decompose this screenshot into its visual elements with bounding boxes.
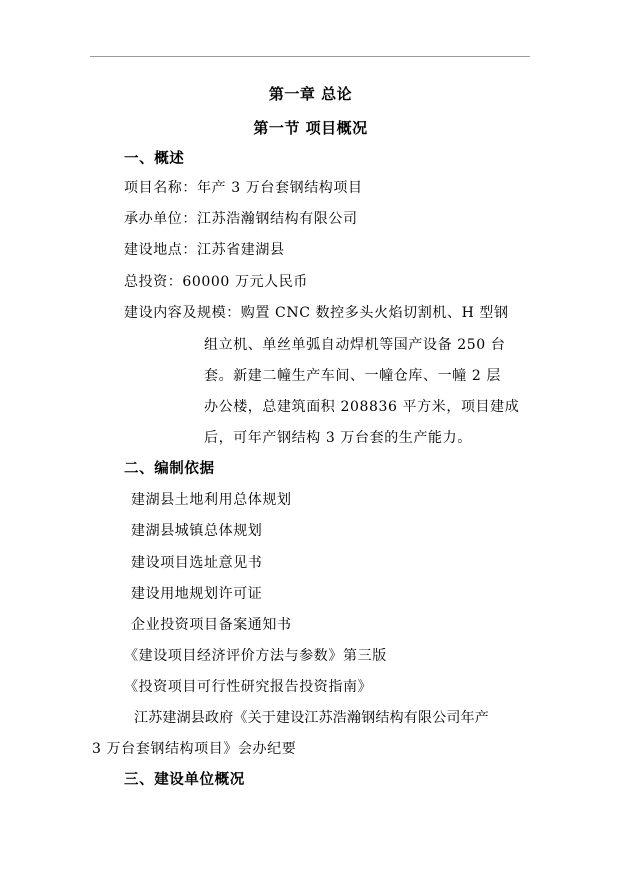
- scope-line: 组立机、单丝单弧自动焊机等国产设备 250 台: [204, 337, 506, 353]
- location: 建设地点：江苏省建湖县: [124, 242, 285, 258]
- basis-item: 企业投资项目备案通知书: [131, 617, 292, 633]
- investment: 总投资：60000 万元人民币: [124, 274, 308, 290]
- basis-item: 建设项目选址意见书: [131, 555, 263, 571]
- basis-item: 建湖县城镇总体规划: [131, 523, 263, 539]
- basis-item-multiline: 3 万台套钢结构项目》会办纪要: [92, 741, 297, 757]
- unit-overview-heading: 三、建设单位概况: [124, 771, 245, 788]
- scope-line: 套。新建二幢生产车间、一幢仓库、一幢 2 层: [204, 368, 502, 384]
- scope-line: 办公楼，总建筑面积 208836 平方米，项目建成: [204, 399, 520, 415]
- basis-item: 《投资项目可行性研究报告投资指南》: [124, 679, 373, 695]
- section-title: 第一节 项目概况: [253, 119, 368, 137]
- basis-item: 建设用地规划许可证: [131, 586, 263, 602]
- project-name: 项目名称：年产 3 万台套钢结构项目: [124, 180, 363, 196]
- overview-heading: 一、概述: [124, 150, 185, 167]
- basis-heading: 二、编制依据: [124, 460, 215, 477]
- chapter-title: 第一章 总论: [268, 85, 353, 103]
- basis-item-multiline: 江苏建湖县政府《关于建设江苏浩瀚钢结构有限公司年产: [134, 710, 489, 726]
- scope-line: 建设内容及规模：购置 CNC 数控多头火焰切割机、H 型钢: [124, 305, 509, 321]
- basis-item: 建湖县土地利用总体规划: [131, 492, 292, 508]
- scope-line: 后，可年产钢结构 3 万台套的生产能力。: [204, 430, 472, 446]
- header-rule: [90, 56, 530, 57]
- organizer: 承办单位：江苏浩瀚钢结构有限公司: [124, 211, 358, 227]
- basis-item: 《建设项目经济评价方法与参数》第三版: [124, 648, 387, 664]
